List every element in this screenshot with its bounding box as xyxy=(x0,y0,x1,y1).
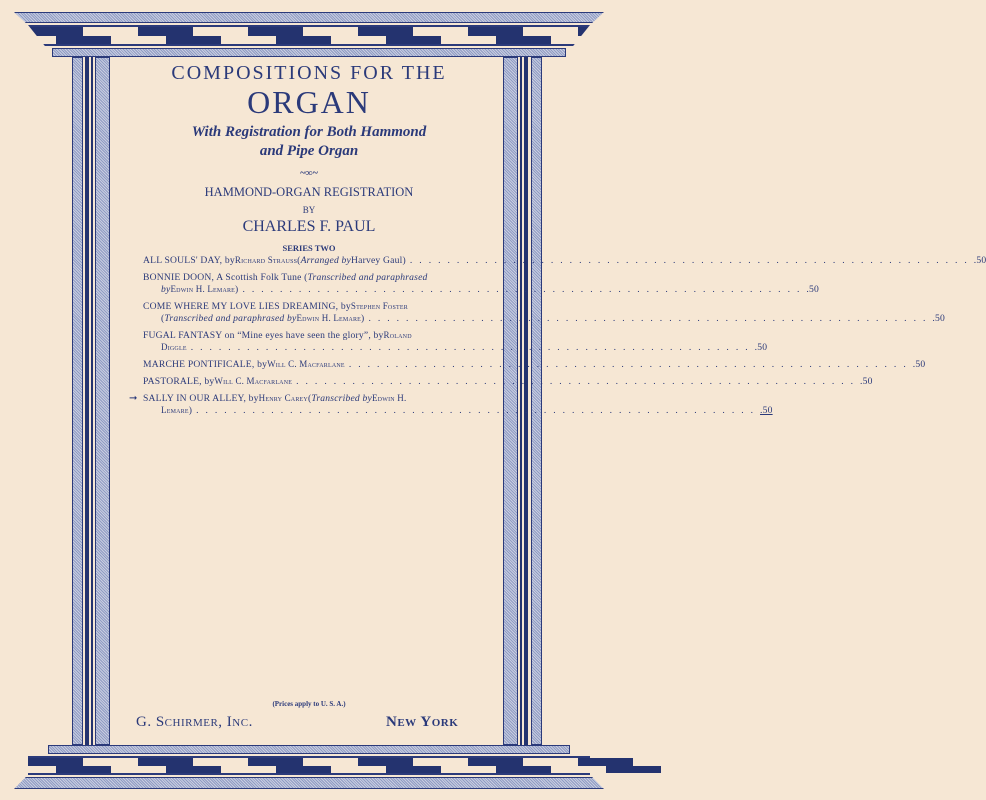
bottom-checker-band xyxy=(28,756,590,775)
entry-text: Transcribed and paraphrased xyxy=(307,272,428,283)
by-label: BY xyxy=(302,205,316,215)
entry-line xyxy=(143,376,873,388)
dot-leader: ............................................................ xyxy=(409,255,974,266)
entry-text: Stephen Foster xyxy=(350,301,408,311)
price: .50 xyxy=(860,376,873,387)
price: .50 xyxy=(912,359,926,370)
entry-line xyxy=(143,405,773,417)
entry-text: Henry Carey xyxy=(258,393,308,403)
bottom-base-bar xyxy=(14,777,604,789)
ornament: ~∞~ xyxy=(300,168,318,179)
publisher-name: G. Schirmer, Inc. xyxy=(136,714,253,730)
composition-entry xyxy=(143,376,873,388)
composition-list xyxy=(129,255,986,422)
title-line: COMPOSITIONS FOR THE xyxy=(171,62,447,84)
entry-text: ( xyxy=(297,255,301,266)
entry-text: ) xyxy=(235,284,239,295)
entry-line xyxy=(143,359,926,371)
entry-text: Harvey Gaul) xyxy=(351,255,406,266)
dot-leader: ............................................................ xyxy=(296,376,861,387)
entry-text: Transcribed by xyxy=(311,393,372,404)
dot-leader: ............................................................ xyxy=(368,313,933,324)
top-checker-band xyxy=(28,25,590,46)
price: .50 xyxy=(760,405,773,416)
entry-text: ( xyxy=(307,393,312,404)
composition-entry xyxy=(143,301,945,325)
entry-text: by xyxy=(161,284,171,295)
entry-text: MARCHE PONTIFICALE, by xyxy=(143,359,268,370)
price: .50 xyxy=(932,313,945,324)
entry-text: ( xyxy=(161,313,165,324)
entry-line xyxy=(143,393,481,405)
entry-text: ALL SOULS' DAY, by xyxy=(143,255,235,266)
entry-text: PASTORALE, by xyxy=(143,376,215,387)
composition-entry xyxy=(143,330,768,354)
entry-text: Lemare xyxy=(161,405,189,415)
dot-leader: ............................................................ xyxy=(196,405,761,416)
top-cornice-bar xyxy=(14,12,604,23)
entry-line xyxy=(143,330,481,342)
prices-note: (Prices apply to U. S. A.) xyxy=(272,700,346,708)
entry-text: Will C. Macfarlane xyxy=(214,376,293,386)
entry-line xyxy=(143,272,481,284)
composition-entry xyxy=(143,359,926,371)
entry-text: ) xyxy=(361,313,365,324)
entry-line xyxy=(143,301,481,313)
entry-line xyxy=(143,284,819,296)
entry-text: FUGAL FANTASY on “Mine eyes have seen the glory”, by xyxy=(143,330,384,341)
entry-text: Edwin H. xyxy=(371,393,407,403)
price: .50 xyxy=(806,284,819,295)
entry-line xyxy=(143,313,945,325)
composition-entry xyxy=(143,272,819,296)
subtitle-line-1: With Registration for Both Hammond xyxy=(191,124,427,140)
author-name: CHARLES F. PAUL xyxy=(242,218,376,235)
dot-leader: ............................................................ xyxy=(242,284,807,295)
entry-text: Transcribed and paraphrased by xyxy=(164,313,297,324)
dot-leader: ............................................................ xyxy=(190,342,755,353)
entry-text: Roland xyxy=(383,330,412,340)
entry-text: ) xyxy=(188,405,193,416)
entry-text: Richard Strauss xyxy=(234,255,298,265)
dot-leader: ............................................................ xyxy=(348,359,913,370)
title-main: ORGAN xyxy=(247,84,371,120)
composition-entry xyxy=(143,255,986,267)
composition-entry xyxy=(129,393,773,417)
pointer-arrow-icon: ➞ xyxy=(129,393,138,404)
registration-heading: HAMMOND-ORGAN REGISTRATION xyxy=(204,185,414,199)
series-label: SERIES TWO xyxy=(282,243,336,253)
entry-text: Edwin H. Lemare xyxy=(296,313,362,323)
publisher-city: New York xyxy=(386,714,459,730)
entry-line xyxy=(143,255,986,267)
entry-line xyxy=(143,342,768,354)
entry-text: COME WHERE MY LOVE LIES DREAMING, by xyxy=(143,301,351,312)
entry-text: Will C. Macfarlane xyxy=(267,359,345,369)
entry-text: BONNIE DOON, A Scottish Folk Tune ( xyxy=(143,272,308,283)
entry-text: Arranged by xyxy=(300,255,351,266)
price: .50 xyxy=(754,342,768,353)
entry-text: SALLY IN OUR ALLEY, by xyxy=(143,393,259,404)
top-architrave xyxy=(52,48,566,57)
price: .50 xyxy=(973,255,986,266)
entry-text: Diggle xyxy=(161,342,187,352)
bottom-plinth xyxy=(48,745,570,754)
entry-text: Edwin H. Lemare xyxy=(170,284,236,294)
subtitle-line-2: and Pipe Organ xyxy=(259,143,359,159)
